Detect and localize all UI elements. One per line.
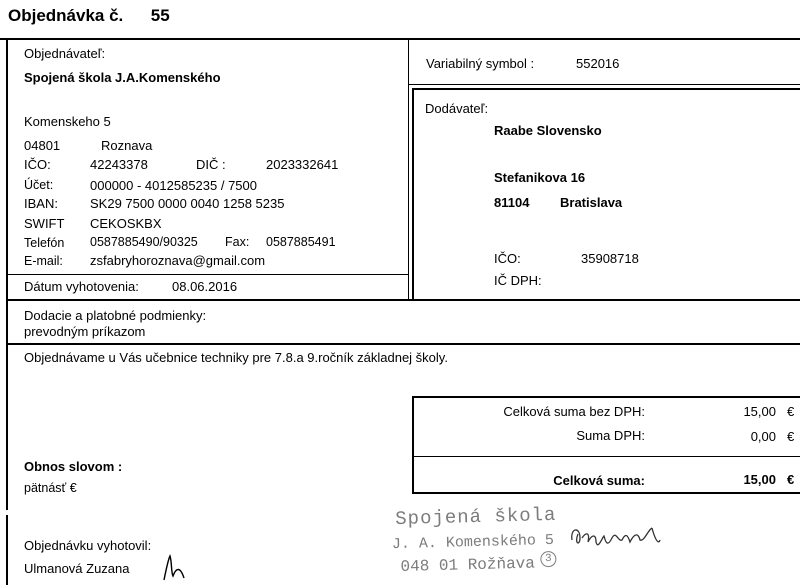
buyer-dic: 2023332641 — [266, 157, 339, 172]
stamp-circle-mark: 3 — [540, 551, 556, 567]
supplier-city: Bratislava — [560, 195, 623, 210]
stamp-line-1: Spojená škola — [394, 503, 557, 531]
grand-total-label: Celková suma: — [553, 473, 645, 488]
buyer-fax-label: Fax: — [225, 235, 250, 249]
net-total-label: Celková suma bez DPH: — [503, 404, 645, 419]
buyer-ico: 42243378 — [90, 157, 148, 172]
supplier-street: Stefanikova 16 — [494, 170, 586, 185]
vat-label: Suma DPH: — [576, 428, 645, 443]
issue-date-label: Dátum vyhotovenia: — [24, 279, 139, 294]
supplier-name: Raabe Slovensko — [494, 123, 602, 138]
buyer-name: Spojená škola J.A.Komenského — [24, 70, 221, 85]
school-stamp — [389, 504, 561, 588]
order-title — [8, 6, 170, 26]
buyer-swift-label: SWIFT — [24, 216, 65, 231]
handwritten-signature — [568, 520, 668, 564]
buyer-dic-label: DIČ : — [196, 157, 226, 172]
totals-divider — [412, 456, 800, 457]
delivery-value: prevodným príkazom — [24, 324, 146, 339]
supplier-label: Dodávateľ: — [425, 101, 489, 116]
delivery-label: Dodacie a platobné podmienky: — [24, 308, 207, 323]
date-divider-top — [6, 274, 408, 275]
prepared-by-label: Objednávku vyhotovil: — [24, 538, 152, 553]
totals-box-left — [412, 396, 414, 494]
buyer-account: 000000 - 4012585235 / 7500 — [90, 178, 257, 193]
supplier-zip: 81104 — [494, 195, 530, 210]
order-title-label: Objednávka č. — [8, 6, 124, 25]
supplier-dph-label: IČ DPH: — [494, 273, 542, 288]
issue-date: 08.06.2016 — [172, 279, 238, 294]
grand-total-value: 15,00 — [743, 472, 776, 487]
buyer-email: zsfabryhoroznava@gmail.com — [90, 253, 266, 268]
buyer-iban: SK29 7500 0000 0040 1258 5235 — [90, 196, 285, 211]
prepared-by-name: Ulmanová Zuzana — [24, 561, 130, 576]
grand-total-currency: € — [787, 472, 795, 487]
middle-divider — [408, 39, 409, 301]
buyer-zip: 04801 — [24, 138, 61, 153]
buyer-account-label: Účet: — [24, 178, 54, 192]
conditions-divider — [6, 299, 800, 301]
left-border-lower — [6, 515, 8, 585]
supplier-ico: 35908718 — [581, 251, 639, 266]
body-divider — [6, 343, 800, 345]
buyer-city: Roznava — [101, 138, 153, 153]
buyer-fax: 0587885491 — [266, 235, 336, 249]
net-total-value: 15,00 — [743, 404, 776, 419]
variable-symbol-value: 552016 — [576, 56, 620, 71]
vat-value: 0,00 — [750, 429, 776, 444]
vs-divider — [408, 84, 800, 85]
buyer-email-label: E-mail: — [24, 254, 63, 268]
totals-box-bottom — [412, 492, 800, 494]
buyer-iban-label: IBAN: — [24, 196, 58, 211]
stamp-line-2: J. A. Komenského 5 — [391, 531, 555, 554]
order-body-text: Objednávame u Vás učebnice techniky pre 7.8.a 9.ročník základnej školy. — [24, 350, 448, 365]
amount-words-value: pätnásť € — [24, 481, 77, 495]
stamp-line-3: 048 01 Rožňava — [400, 554, 536, 576]
supplier-box-left — [412, 88, 414, 301]
vat-currency: € — [787, 429, 795, 444]
amount-words-label: Obnos slovom : — [24, 459, 123, 474]
preparer-signature — [160, 552, 194, 584]
buyer-phone: 0587885490/90325 — [90, 235, 198, 249]
buyer-ico-label: IČO: — [24, 157, 51, 172]
net-total-currency: € — [787, 404, 795, 419]
top-border — [0, 38, 800, 40]
buyer-swift: CEKOSKBX — [90, 216, 162, 231]
buyer-street: Komenskeho 5 — [24, 114, 111, 129]
order-number: 55 — [150, 6, 170, 25]
supplier-box-top — [412, 88, 800, 90]
supplier-ico-label: IČO: — [494, 251, 521, 266]
buyer-label: Objednávateľ: — [24, 46, 106, 61]
buyer-phone-label: Telefón — [24, 236, 65, 250]
totals-box-top — [412, 396, 800, 398]
variable-symbol-label: Variabilný symbol : — [426, 56, 535, 71]
